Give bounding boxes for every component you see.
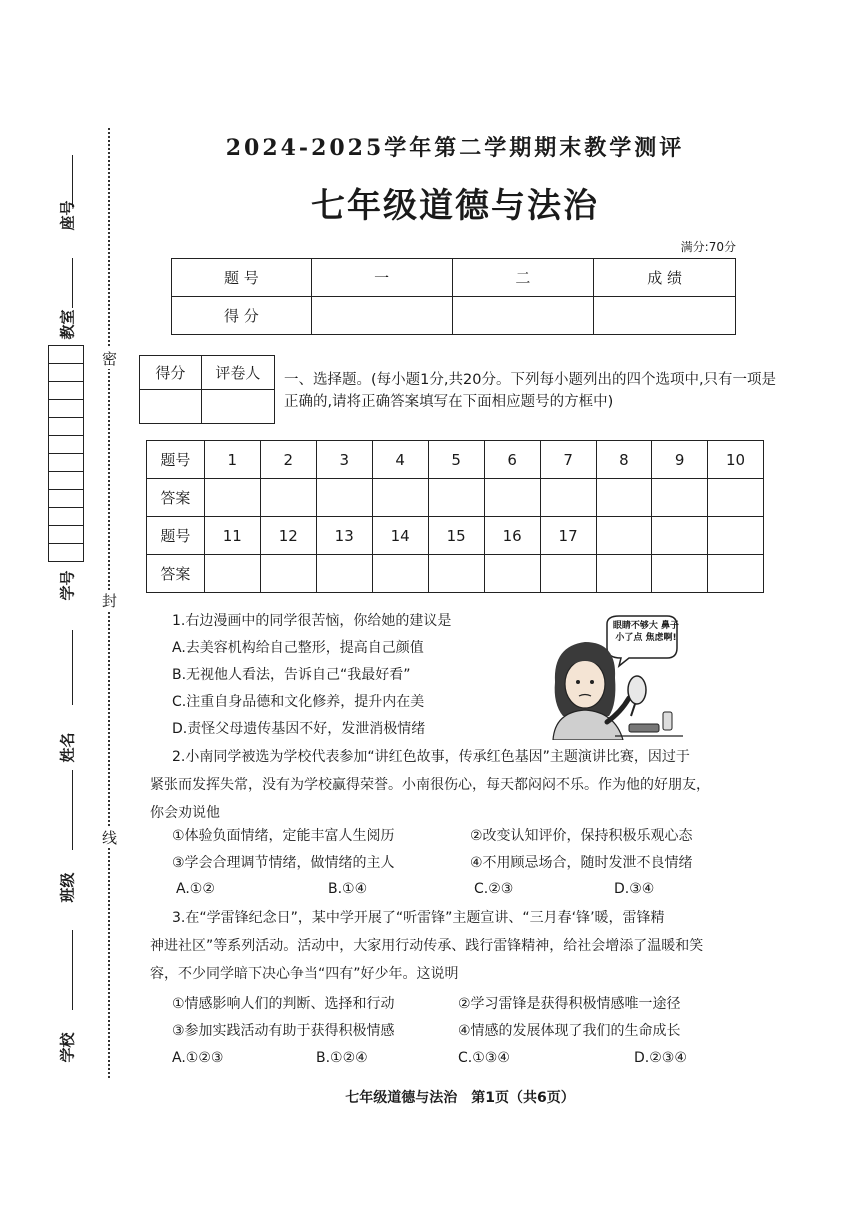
answer-grid-number: 13: [316, 517, 372, 555]
seat-line: [72, 155, 73, 207]
answer-cell[interactable]: [260, 555, 316, 593]
answer-cell[interactable]: [372, 479, 428, 517]
answer-grid-number: 4: [372, 441, 428, 479]
score-table: [171, 258, 736, 335]
answer-grid-number: 2: [260, 441, 316, 479]
q3-stem-line1: 3.在“学雷锋纪念日”，某中学开展了“听雷锋”主题宣讲、“三月春‘锋’暖，雷锋精: [172, 910, 665, 926]
classroom-line: [72, 258, 73, 308]
answer-grid-number: 14: [372, 517, 428, 555]
q2-option-d: D.③④: [614, 881, 655, 897]
answer-grid-number: 15: [428, 517, 484, 555]
answer-cell[interactable]: [372, 555, 428, 593]
score-table-score-label: 得 分: [172, 297, 312, 335]
answer-cell[interactable]: [652, 555, 708, 593]
answer-grid-number: 17: [540, 517, 596, 555]
answer-grid-number: [596, 517, 652, 555]
q2-item-3: ③学会合理调节情绪，做情绪的主人: [172, 855, 395, 871]
full-score: 满分:70分: [680, 240, 736, 254]
answer-grid-number: 10: [707, 441, 763, 479]
answer-grid-q-label: 题号: [147, 441, 205, 479]
class-label: 班级: [58, 872, 77, 903]
q3-stem-line2: 神进社区”等系列活动。活动中，大家用行动传承、践行雷锋精神，给社会增添了温暖和笑: [150, 938, 704, 954]
answer-grid: [146, 440, 764, 593]
answer-grid-number: [707, 517, 763, 555]
answer-grid-number: 1: [204, 441, 260, 479]
subject-title: 七年级道德与法治: [311, 186, 599, 226]
answer-cell[interactable]: [596, 479, 652, 517]
grader-name-cell[interactable]: [201, 390, 274, 424]
q1-option-d: D.责怪父母遗传基因不好，发泄消极情绪: [172, 721, 426, 737]
student-id-grid[interactable]: [48, 345, 84, 562]
student-no-line: [72, 630, 73, 705]
grader-score-label: 得分: [140, 356, 202, 390]
answer-grid-q-label: 题号: [147, 517, 205, 555]
section-1-title: 一、选择题。(每小题1分,共20分。下列每小题列出的四个选项中,只有一项是正确的,请将正确答案填写在下面相应题号的方框中): [284, 372, 777, 410]
q1-option-a: A.去美容机构给自己整形，提高自己颜值: [172, 640, 424, 656]
answer-cell[interactable]: [596, 555, 652, 593]
score-cell-1[interactable]: [311, 297, 452, 335]
q2-stem-line3: 你会劝说他: [150, 805, 220, 821]
q2-option-b: B.①④: [328, 881, 368, 897]
score-table-section-1: 一: [311, 259, 452, 297]
q3-option-b: B.①②④: [316, 1050, 368, 1066]
answer-grid-number: 9: [652, 441, 708, 479]
student-no-label: 学号: [58, 570, 77, 601]
answer-cell[interactable]: [540, 555, 596, 593]
score-cell-2[interactable]: [452, 297, 594, 335]
answer-cell[interactable]: [484, 479, 540, 517]
answer-cell[interactable]: [204, 555, 260, 593]
q1-option-c: C.注重自身品德和文化修养，提升内在美: [172, 694, 425, 710]
name-line: [72, 770, 73, 850]
answer-cell[interactable]: [428, 555, 484, 593]
q2-stem-line1: 2.小南同学被选为学校代表参加“讲红色故事，传承红色基因”主题演讲比赛，因过于: [172, 749, 690, 765]
answer-grid-a-label: 答案: [147, 555, 205, 593]
answer-cell[interactable]: [316, 555, 372, 593]
q2-item-4: ④不用顾忌场合，随时发泄不良情绪: [470, 855, 693, 871]
school-label: 学校: [58, 1032, 77, 1063]
answer-grid-number: 12: [260, 517, 316, 555]
answer-grid-number: 16: [484, 517, 540, 555]
q3-option-c: C.①③④: [458, 1050, 510, 1066]
mark-feng: 封: [102, 592, 118, 610]
q1-option-b: B.无视他人看法，告诉自己“我最好看”: [172, 667, 411, 683]
answer-cell[interactable]: [652, 479, 708, 517]
page-footer: 七年级道德与法治 第1页（共6页）: [345, 1090, 575, 1106]
q3-item-4: ④情感的发展体现了我们的生命成长: [458, 1023, 681, 1039]
q2-stem: [150, 743, 780, 827]
answer-grid-number: [652, 517, 708, 555]
grader-box: [139, 355, 275, 424]
score-table-total: 成 绩: [594, 259, 736, 297]
answer-cell[interactable]: [204, 479, 260, 517]
answer-grid-number: 6: [484, 441, 540, 479]
answer-grid-number: 3: [316, 441, 372, 479]
answer-grid-number: 8: [596, 441, 652, 479]
answer-cell[interactable]: [707, 479, 763, 517]
seat-label: 座号: [58, 200, 77, 231]
mark-mi: 密: [102, 350, 118, 368]
q3-stem-line3: 容，不少同学暗下决心争当“四有”好少年。这说明: [150, 966, 459, 982]
answer-grid-number: 11: [204, 517, 260, 555]
q3-item-2: ②学习雷锋是获得积极情感唯一途径: [458, 996, 681, 1012]
answer-cell[interactable]: [260, 479, 316, 517]
q2-item-2: ②改变认知评价，保持积极乐观心态: [470, 828, 693, 844]
answer-cell[interactable]: [484, 555, 540, 593]
q2-option-c: C.②③: [474, 881, 514, 897]
name-label: 姓名: [58, 732, 77, 763]
q3-option-a: A.①②③: [172, 1050, 224, 1066]
q3-item-1: ①情感影响人们的判断、选择和行动: [172, 996, 395, 1012]
answer-cell[interactable]: [707, 555, 763, 593]
classroom-label: 教室: [58, 309, 77, 340]
q3-item-3: ③参加实践活动有助于获得积极情感: [172, 1023, 395, 1039]
q3-option-d: D.②③④: [634, 1050, 687, 1066]
grader-score-cell[interactable]: [140, 390, 202, 424]
q1-stem: 1.右边漫画中的同学很苦恼，你给她的建议是: [172, 613, 452, 629]
q2-option-a: A.①②: [176, 881, 215, 897]
q2-item-1: ①体验负面情绪，定能丰富人生阅历: [172, 828, 395, 844]
q3-stem: [150, 904, 780, 988]
cartoon-bubble-text: 眼睛不够大 鼻子小了点 焦虑啊!: [612, 621, 680, 643]
answer-grid-number: 5: [428, 441, 484, 479]
answer-grid-a-label: 答案: [147, 479, 205, 517]
score-cell-total[interactable]: [594, 297, 736, 335]
grader-name-label: 评卷人: [201, 356, 274, 390]
mark-xian: 线: [102, 829, 118, 847]
class-line: [72, 930, 73, 1010]
exam-title: 2024-2025学年第二学期期末教学测评: [225, 135, 685, 161]
q2-stem-line2: 紧张而发挥失常，没有为学校赢得荣誉。小南很伤心，每天都闷闷不乐。作为他的好朋友，: [150, 777, 710, 793]
score-table-section-2: 二: [452, 259, 594, 297]
answer-cell[interactable]: [540, 479, 596, 517]
answer-cell[interactable]: [316, 479, 372, 517]
answer-grid-number: 7: [540, 441, 596, 479]
score-table-header-label: 题 号: [172, 259, 312, 297]
answer-cell[interactable]: [428, 479, 484, 517]
